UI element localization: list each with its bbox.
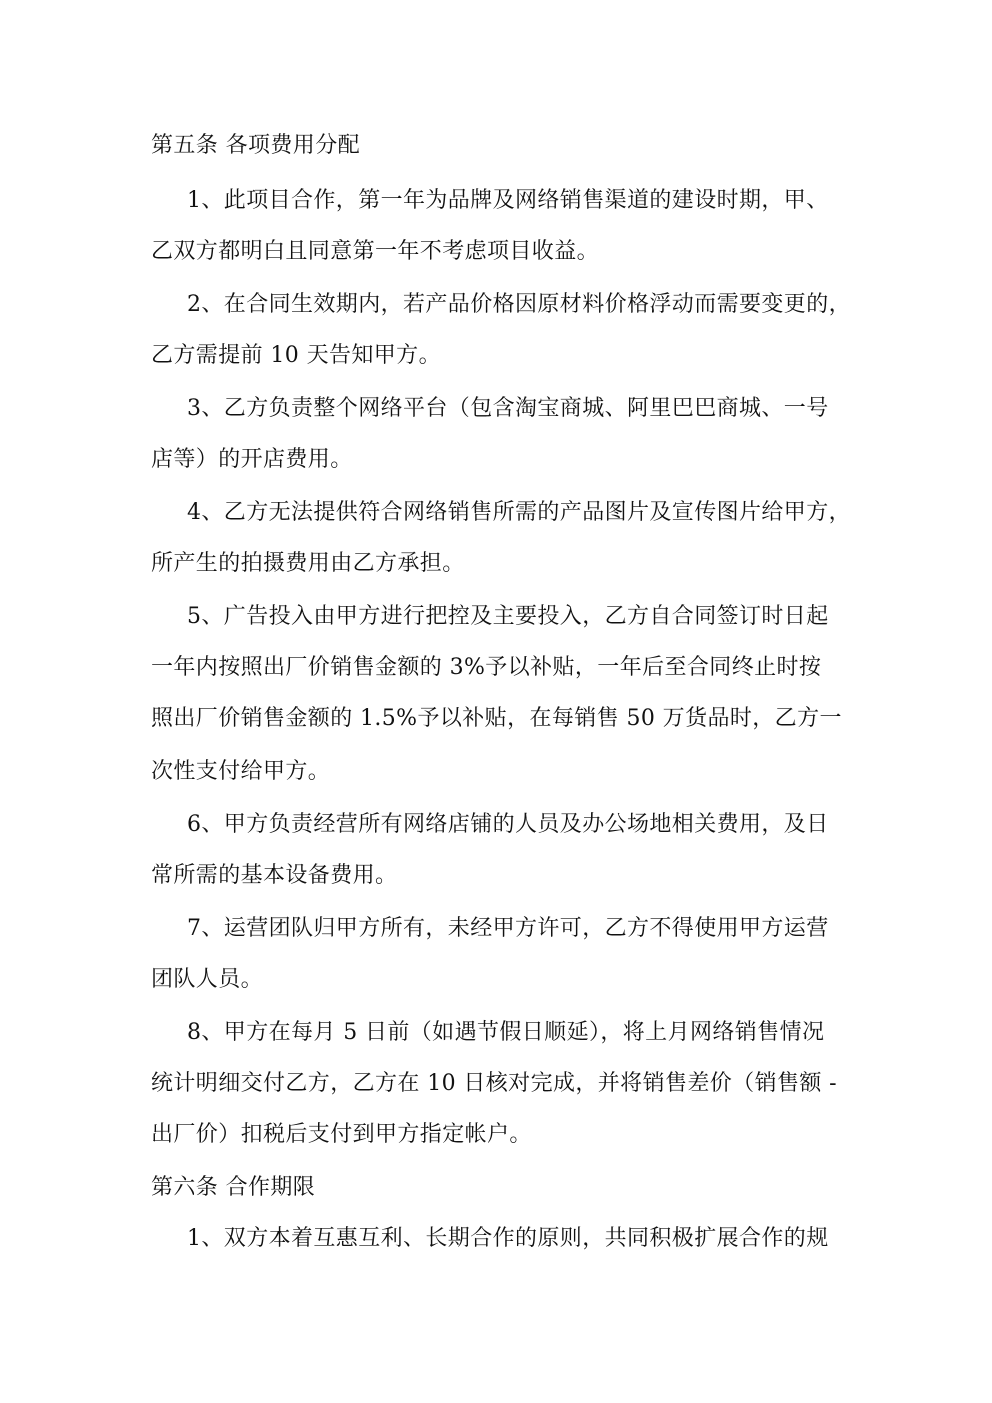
paragraph-line: 5、广告投入由甲方进行把控及主要投入，乙方自合同签订时日起 [187,604,829,629]
paragraph-line: 1、此项目合作，第一年为品牌及网络销售渠道的建设时期，甲、 [187,188,829,213]
paragraph-line: 一年内按照出厂价销售金额的 3%予以补贴，一年后至合同终止时按 [151,655,822,680]
paragraph-line: 6、甲方负责经营所有网络店铺的人员及办公场地相关费用，及日 [187,812,829,837]
paragraph-line: 7、运营团队归甲方所有，未经甲方许可，乙方不得使用甲方运营 [187,916,829,941]
paragraph-line: 店等）的开店费用。 [151,447,353,472]
paragraph-line: 2、在合同生效期内，若产品价格因原材料价格浮动而需要变更的， [187,292,851,317]
paragraph-line: 1、双方本着互惠互利、长期合作的原则，共同积极扩展合作的规 [187,1226,829,1251]
paragraph-line: 团队人员。 [151,967,264,992]
paragraph-line: 次性支付给甲方。 [151,759,331,784]
paragraph-line: 出厂价）扣税后支付到甲方指定帐户。 [151,1122,532,1147]
paragraph-line: 乙双方都明白且同意第一年不考虑项目收益。 [151,239,600,264]
paragraph-line: 乙方需提前 10 天告知甲方。 [151,343,441,368]
paragraph-line: 所产生的拍摄费用由乙方承担。 [151,551,465,576]
paragraph-line: 常所需的基本设备费用。 [151,863,398,888]
paragraph-line: 3、乙方负责整个网络平台（包含淘宝商城、阿里巴巴商城、一号 [187,396,829,421]
paragraph-line: 4、乙方无法提供符合网络销售所需的产品图片及宣传图片给甲方， [187,500,851,525]
section-heading: 第五条 各项费用分配 [151,133,360,158]
paragraph-line: 8、甲方在每月 5 日前（如遇节假日顺延），将上月网络销售情况 [187,1020,825,1045]
paragraph-line: 照出厂价销售金额的 1.5%予以补贴，在每销售 50 万货品时，乙方一 [151,706,842,731]
section-heading: 第六条 合作期限 [151,1175,316,1200]
paragraph-line: 统计明细交付乙方，乙方在 10 日核对完成，并将销售差价（销售额 - [151,1071,838,1096]
